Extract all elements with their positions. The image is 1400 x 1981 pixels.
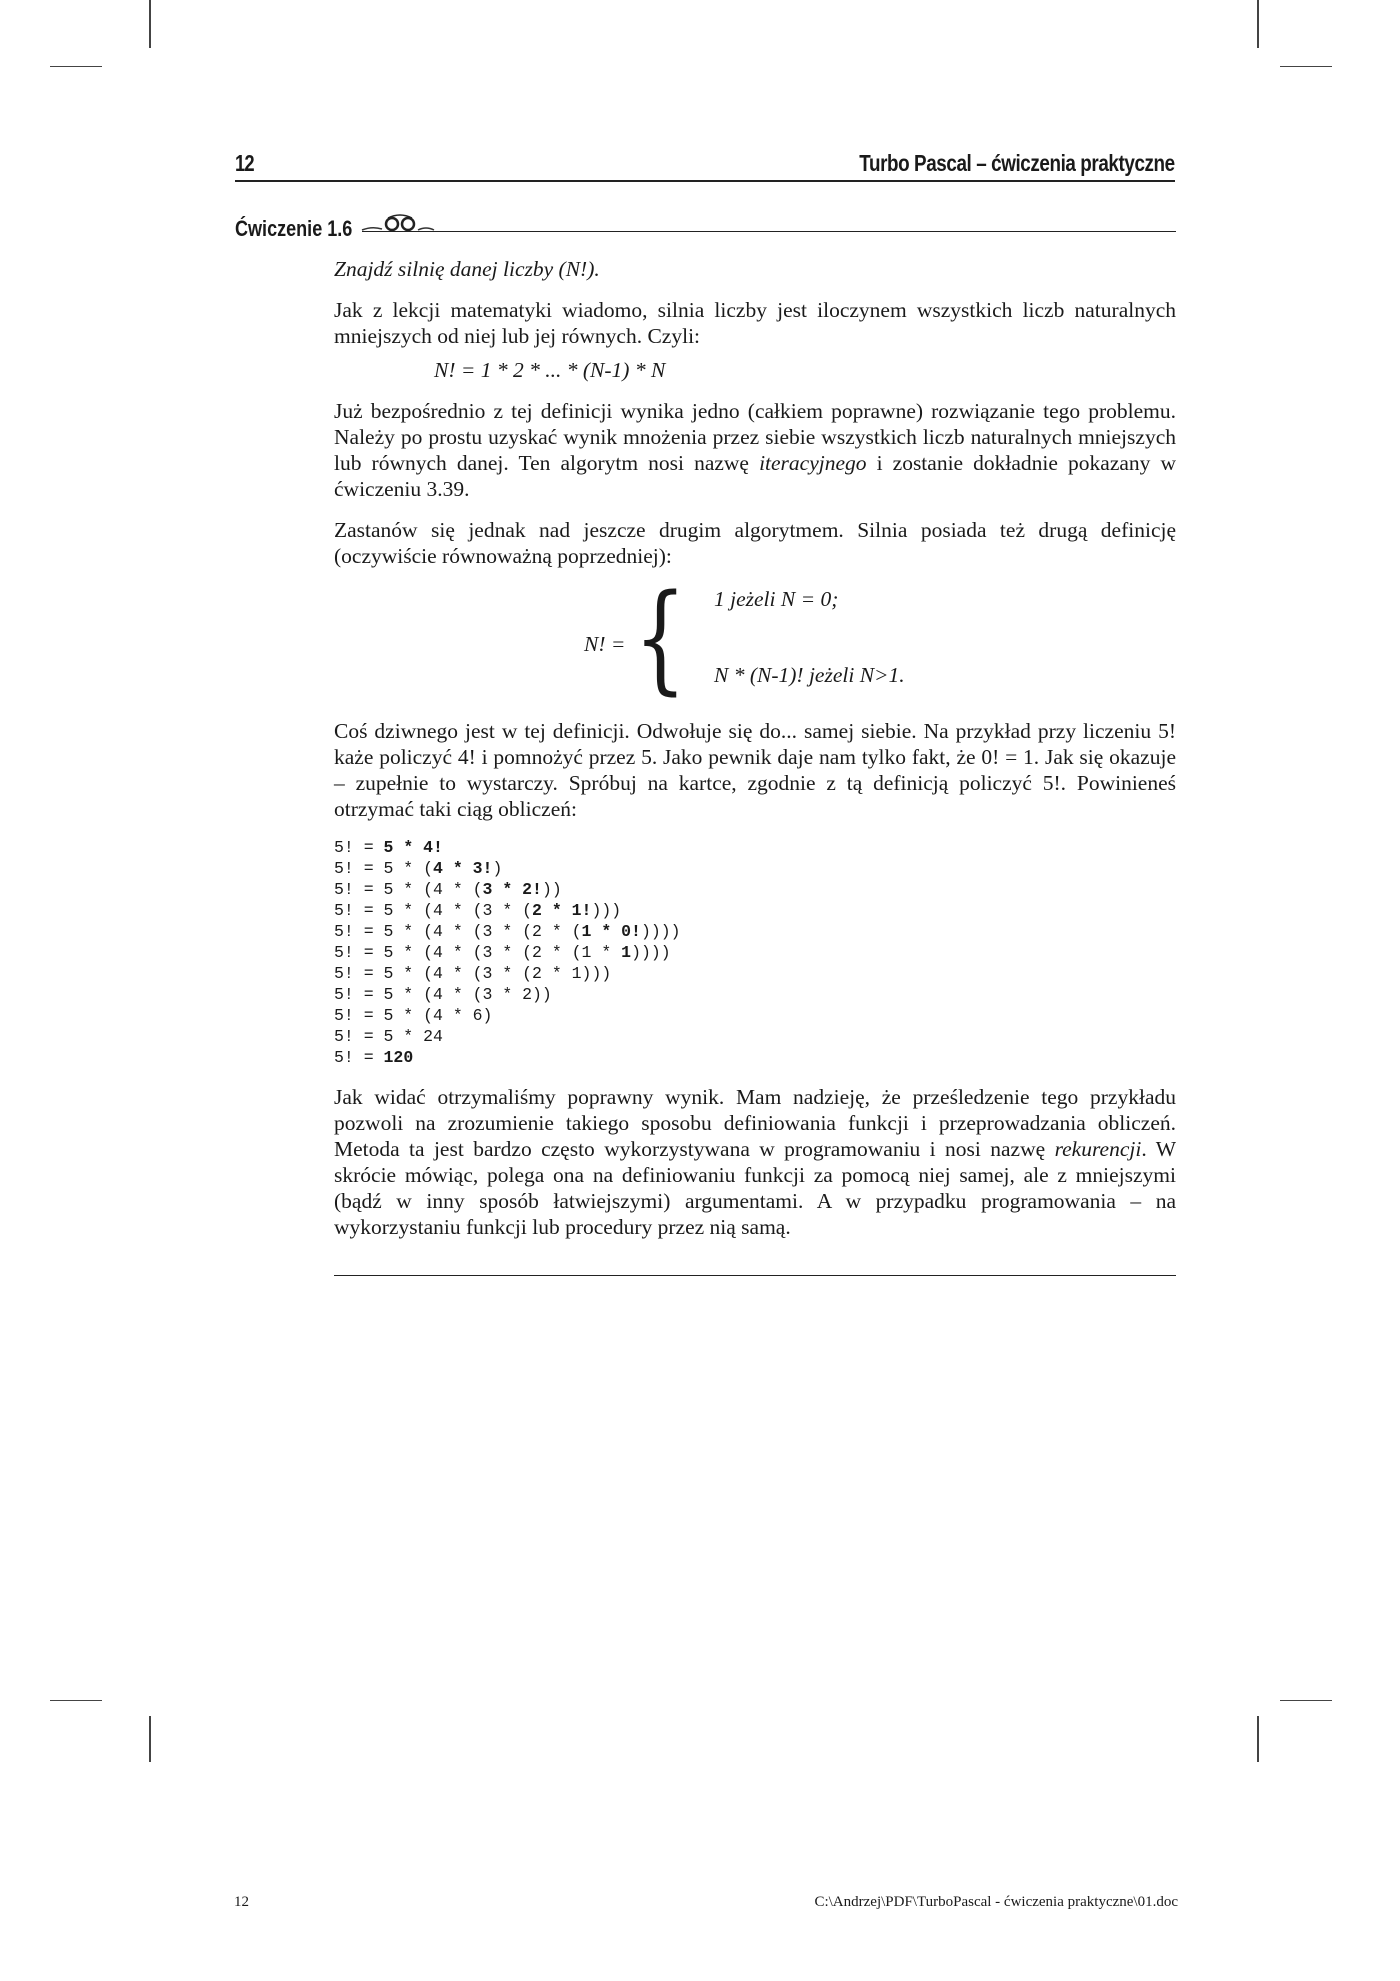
footer-page-number: 12 [234,1894,249,1910]
code-text: 5! = [334,838,384,857]
code-line [334,1047,1176,1068]
code-line [334,900,1176,921]
running-header [235,150,1175,182]
code-text: 5! = 5 * (4 * 6) [334,1006,493,1025]
code-text: 5! = 5 * (4 * (3 * 2)) [334,985,552,1004]
paragraph-summary-text-2: . W skrócie mówiąc, polega ona na definiowaniu funkcji za pomocą niej samej, ale z mniejszymi (bądź w inny sposób łatwiejszymi) argumentami. A w przypadku programowania – na wykorzystaniu funkcji lub procedury przez nią samą. [334,1137,1176,1239]
piecewise-case-base: 1 jeżeli N = 0; [714,587,839,611]
paragraph-iterative-text-2: i zostanie dokładnie pokazany w ćwiczeniu 3.39. [334,451,1176,501]
exercise-heading: Ćwiczenie 1.6 [235,216,353,241]
exercise-content [334,256,1176,1255]
code-line [334,879,1176,900]
piecewise-lhs: N! = [584,632,626,656]
code-highlight: 5 * 4! [383,838,443,857]
code-line [334,1005,1176,1026]
header-page-number: 12 [235,150,254,176]
code-line [334,984,1176,1005]
code-text: 5! = [334,1048,384,1067]
term-iterative: iteracyjnego [759,451,867,475]
code-text: )))) [640,922,681,941]
exercise-rule [362,231,1176,232]
code-highlight: 3 * 2! [482,880,542,899]
paragraph-iterative-text-1: Już bezpośrednio z tej definicji wynika jedno (całkiem poprawne) rozwiązanie tego problemu. Należy po prostu uzyskać wynik mnożenia przez siebie wszystkich liczb naturalnych mniejszych lub równych danej. Ten algorytm nosi nazwę [334,399,1176,475]
code-text: ))) [591,901,622,920]
paragraph-summary-text-1: Jak widać otrzymaliśmy poprawny wynik. Mam nadzieję, że prześledzenie tego przykładu pozwoli na zrozumienie takiego sposobu definiowania funkcji i przeprowadzania obliczeń. Metoda ta jest bardzo często wykorzystywana w programowaniu i nosi nazwę [334,1085,1176,1161]
paragraph-recursion-intro: Coś dziwnego jest w tej definicji. Odwołuje się do... samej siebie. Na przykład przy liczeniu 5! każe policzyć 4! i pomnożyć przez 5. Jako pewnik daje nam tylko fakt, że 0! = 1. Jak się okazuje – zupełnie to wystarczy. Spróbuj na kartce, zgodnie z tą definicją policzyć 5!. Powinieneś otrzymać taki ciąg obliczeń: [334,719,1176,821]
crop-mark-bottom-right-vertical [1257,1716,1259,1762]
code-line [334,921,1176,942]
code-text: 5! = 5 * (4 * (3 * ( [334,901,533,920]
code-text: 5! = 5 * (4 * (3 * (2 * ( [334,922,582,941]
factorial-formula: N! = 1 * 2 * ... * (N-1) * N [434,358,666,382]
piecewise-case-recursive: N * (N-1)! jeżeli N>1. [714,663,905,687]
code-highlight: 2 * 1! [532,901,592,920]
code-text: 5! = 5 * (4 * (3 * (2 * (1 * [334,943,622,962]
crop-mark-bottom-left-vertical [149,1716,151,1762]
exercise-end-rule [334,1275,1176,1276]
code-text: 5! = 5 * (4 * ( [334,880,483,899]
code-listing [334,837,1176,1068]
code-line [334,1026,1176,1047]
code-highlight: 120 [383,1048,414,1067]
exercise-ornament-icon [360,212,470,236]
code-line [334,858,1176,879]
code-text: )))) [631,943,671,962]
code-line [334,963,1176,984]
code-highlight: 4 * 3! [433,859,493,878]
crop-mark-bottom-right-horizontal [1280,1700,1332,1701]
crop-mark-top-left-vertical [149,0,151,48]
code-text: ) [492,859,503,878]
crop-mark-top-right-horizontal [1280,66,1332,67]
piecewise-definition [334,568,1176,706]
code-text: 5! = 5 * ( [334,859,434,878]
code-highlight: 1 * 0! [581,922,641,941]
paragraph-iterative [334,398,1176,502]
term-recursion: rekurencji [1054,1137,1142,1161]
code-highlight: 1 [621,943,632,962]
code-text: 5! = 5 * (4 * (3 * (2 * 1))) [334,964,612,983]
header-book-title: Turbo Pascal – ćwiczenia praktyczne [859,150,1175,176]
paragraph-definition: Jak z lekcji matematyki wiadomo, silnia liczby jest iloczynem wszystkich liczb naturalnych mniejszych od niej lub jej równych. Czyli: [334,298,1176,348]
crop-mark-top-right-vertical [1257,0,1259,48]
code-line [334,837,1176,858]
paragraph-recursion-summary [334,1084,1176,1240]
code-text: )) [541,880,562,899]
crop-mark-bottom-left-horizontal [50,1700,102,1701]
curly-brace-icon: { [634,568,687,706]
code-line [334,942,1176,963]
code-text: 5! = 5 * 24 [334,1027,443,1046]
crop-mark-top-left-horizontal [50,66,102,67]
task-statement: Znajdź silnię danej liczby (N!). [334,257,600,281]
paragraph-second-definition: Zastanów się jednak nad jeszcze drugim algorytmem. Silnia posiada też drugą definicję (oczywiście równoważną poprzedniej): [334,518,1176,568]
footer-file-path: C:\Andrzej\PDF\TurboPascal - ćwiczenia praktyczne\01.doc [814,1894,1178,1910]
